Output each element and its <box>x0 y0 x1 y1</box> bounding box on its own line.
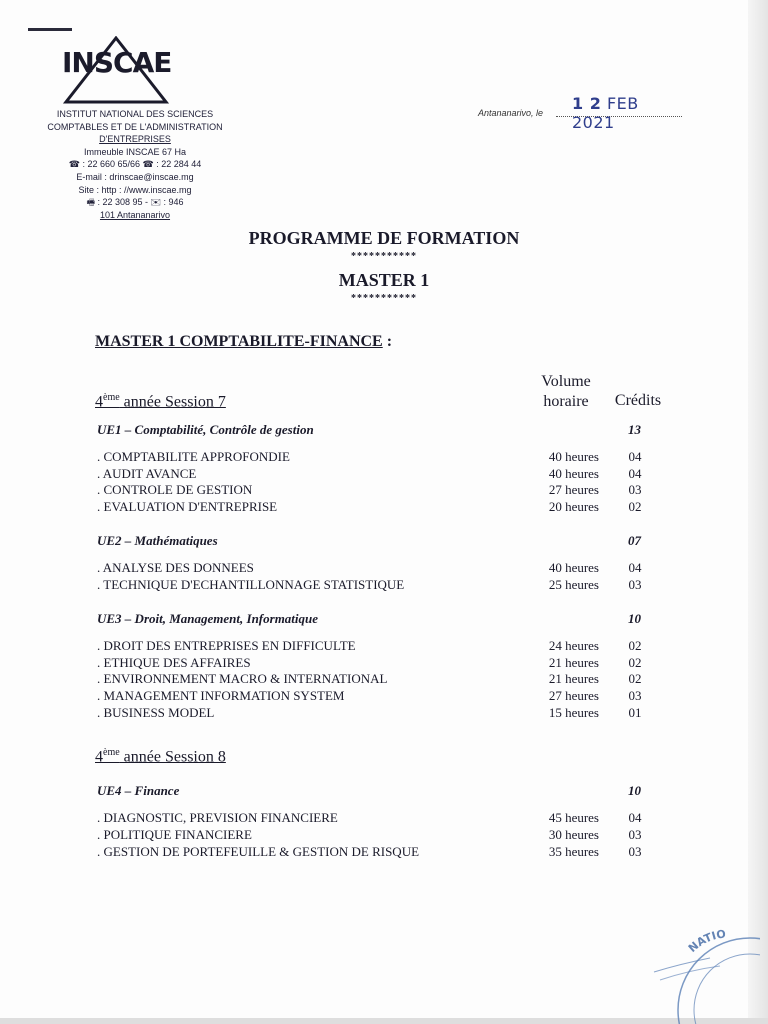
course-credits: 04 <box>628 449 642 464</box>
course-name: . POLITIQUE FINANCIERE <box>97 827 252 842</box>
course-hours: 27 heures <box>548 688 599 703</box>
course-hours: 40 heures <box>548 560 599 575</box>
ue-heading <box>97 783 667 801</box>
date-day: 1 2 <box>572 94 602 113</box>
svg-text:NATIO <box>686 927 727 955</box>
session-num: 4 <box>95 748 103 766</box>
course-credits: 04 <box>628 466 642 481</box>
program-title-text: MASTER 1 COMPTABILITE-FINANCE <box>95 333 383 350</box>
course-credits: 03 <box>628 844 642 859</box>
course-credits: 04 <box>628 560 642 575</box>
course-row <box>97 655 667 672</box>
course-row <box>97 827 667 844</box>
course-name: . COMPTABILITE APPROFONDIE <box>97 449 290 464</box>
inscae-logo <box>62 36 170 106</box>
course-row <box>97 671 667 688</box>
session-num: 4 <box>95 393 103 411</box>
course-name: . ENVIRONNEMENT MACRO & INTERNATIONAL <box>97 671 388 686</box>
session-label: année Session 8 <box>119 748 226 766</box>
course-name: . TECHNIQUE D'ECHANTILLONNAGE STATISTIQUE <box>97 577 405 592</box>
official-seal-stamp <box>650 920 760 1024</box>
course-hours: 45 heures <box>548 810 599 825</box>
ue-credits: 07 <box>628 533 641 548</box>
course-credits: 04 <box>628 810 642 825</box>
course-name: . EVALUATION D'ENTREPRISE <box>97 499 278 514</box>
page-edge-right <box>748 0 768 1024</box>
org-line: COMPTABLES ET DE L'ADMINISTRATION <box>47 121 223 132</box>
course-credits: 02 <box>628 671 642 686</box>
date-label: Antananarivo, le <box>478 108 544 118</box>
org-fax: 🖷 : 22 308 95 - ✉ : 946 <box>86 197 184 208</box>
session-heading <box>95 747 226 766</box>
program-title-suffix: : <box>382 333 393 350</box>
ue-credits: 10 <box>628 783 641 798</box>
course-row <box>97 560 667 577</box>
course-name: . AUDIT AVANCE <box>97 466 197 481</box>
course-name: . DIAGNOSTIC, PREVISION FINANCIERE <box>97 810 338 825</box>
ue-heading <box>97 533 667 551</box>
course-name: . BUSINESS MODEL <box>97 705 215 720</box>
course-credits: 02 <box>628 499 642 514</box>
course-row <box>97 688 667 705</box>
course-row <box>97 577 667 594</box>
course-hours: 40 heures <box>548 466 599 481</box>
title-stars: *********** <box>351 251 417 262</box>
course-credits: 02 <box>628 655 642 670</box>
course-hours: 40 heures <box>548 449 599 464</box>
ue-credits: 10 <box>628 611 641 626</box>
course-row <box>97 482 667 499</box>
course-hours: 30 heures <box>548 827 599 842</box>
org-website: Site : http : //www.inscae.mg <box>78 184 192 195</box>
session-sup: ème <box>103 392 120 403</box>
course-row <box>97 844 667 861</box>
course-credits: 01 <box>628 705 642 720</box>
course-name: . GESTION DE PORTEFEUILLE & GESTION DE RISQUE <box>97 844 420 859</box>
course-row <box>97 638 667 655</box>
org-city: 101 Antananarivo <box>99 209 171 220</box>
course-credits: 03 <box>628 688 642 703</box>
course-row <box>97 466 667 483</box>
session-label: année Session 7 <box>119 393 226 411</box>
course-hours: 27 heures <box>548 482 599 497</box>
course-row <box>97 810 667 827</box>
course-credits: 03 <box>628 577 642 592</box>
course-row <box>97 705 667 722</box>
seal-text: NATIO <box>685 927 727 956</box>
course-name: . DROIT DES ENTREPRISES EN DIFFICULTE <box>97 638 356 653</box>
document-subtitle: MASTER 1 <box>338 270 430 290</box>
course-hours: 21 heures <box>548 671 599 686</box>
date-line <box>478 94 683 132</box>
course-hours: 20 heures <box>548 499 599 514</box>
subtitle-stars: *********** <box>351 293 417 304</box>
org-email: E-mail : drinscae@inscae.mg <box>76 171 194 182</box>
org-phone: ☎ : 22 660 65/66 ☎ : 22 284 44 <box>68 159 202 170</box>
date-stamp <box>572 94 683 132</box>
session-sup: ème <box>103 747 120 758</box>
org-line: Immeuble INSCAE 67 Ha <box>83 146 187 157</box>
document-title: PROGRAMME DE FORMATION <box>248 228 520 248</box>
course-credits: 02 <box>628 638 642 653</box>
course-row <box>97 499 667 516</box>
volume-header-line1: Volume <box>541 373 591 390</box>
org-line: INSTITUT NATIONAL DES SCIENCES <box>56 109 214 119</box>
date-month-year: FEB 2021 <box>572 94 639 132</box>
ue-credits: 13 <box>628 422 641 437</box>
logo-text: INSCAE <box>62 46 172 79</box>
organisation-address <box>20 108 250 221</box>
ue-name: UE1 – Comptabilité, Contrôle de gestion <box>97 422 314 437</box>
course-row <box>97 449 667 466</box>
ue-name: UE4 – Finance <box>97 783 180 798</box>
course-name: . CONTROLE DE GESTION <box>97 482 253 497</box>
course-hours: 24 heures <box>548 638 599 653</box>
course-credits: 03 <box>628 482 642 497</box>
ue-heading <box>97 422 667 440</box>
volume-horaire-header <box>530 372 602 412</box>
course-name: . ETHIQUE DES AFFAIRES <box>97 655 251 670</box>
course-hours: 35 heures <box>548 844 599 859</box>
volume-header-line2: horaire <box>543 393 589 410</box>
ue-name: UE2 – Mathématiques <box>97 533 218 548</box>
corner-mark <box>28 28 72 31</box>
ue-heading <box>97 611 667 629</box>
course-name: . MANAGEMENT INFORMATION SYSTEM <box>97 688 345 703</box>
course-credits: 03 <box>628 827 642 842</box>
org-line: D'ENTREPRISES <box>99 134 171 145</box>
course-hours: 25 heures <box>548 577 599 592</box>
ue-name: UE3 – Droit, Management, Informatique <box>97 611 319 626</box>
session-heading <box>95 392 226 411</box>
credits-header: Crédits <box>614 392 662 409</box>
course-hours: 21 heures <box>548 655 599 670</box>
course-hours: 15 heures <box>548 705 599 720</box>
course-name: . ANALYSE DES DONNEES <box>97 560 254 575</box>
program-title <box>95 333 392 351</box>
